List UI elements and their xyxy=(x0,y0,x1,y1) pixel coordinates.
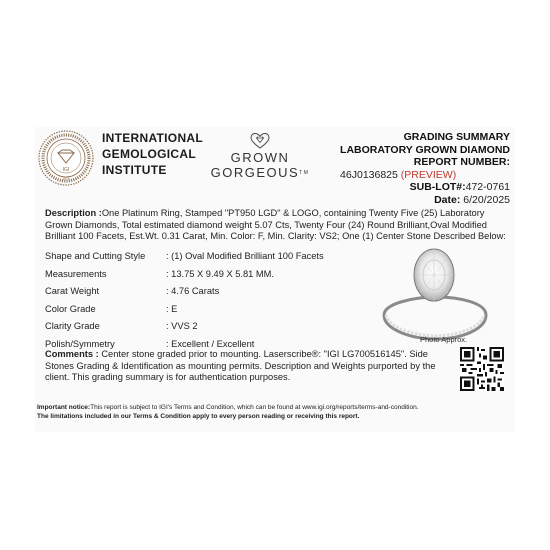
important-notice xyxy=(37,403,517,421)
summary-title-2: LABORATORY GROWN DIAMOND xyxy=(340,143,510,156)
comments-text: Center stone graded prior to mounting. Laserscribe®: "IGI LG700516145". Side Stones Grading & Identification as mounting permits. Description and Weights purported by the client. This grading summary is for authentication purposes. xyxy=(45,349,436,383)
date-row xyxy=(340,194,510,207)
specs-table xyxy=(45,251,355,356)
brand-logo xyxy=(210,132,310,180)
sublot-row xyxy=(340,181,510,194)
institute-line-1: INTERNATIONAL xyxy=(102,131,204,145)
description-label: Description : xyxy=(45,208,102,218)
description xyxy=(45,208,510,243)
notice-line-2: The limitations included in our Terms & Condition apply to every person reading or receiving this report. xyxy=(37,413,360,420)
spec-value: : E xyxy=(166,303,178,314)
heart-diamond-icon xyxy=(249,132,271,150)
date-value: 6/20/2025 xyxy=(463,193,510,206)
spec-value: : VVS 2 xyxy=(166,321,198,331)
report-number xyxy=(340,169,510,182)
spec-row xyxy=(45,251,355,269)
sublot-value: 472-0761 xyxy=(465,181,510,193)
brand-line-2-wrap xyxy=(210,166,310,180)
spec-row xyxy=(45,286,355,304)
spec-row xyxy=(45,304,355,322)
seal-text: IGI xyxy=(62,167,70,173)
spec-value: : 13.75 X 9.49 X 5.81 MM. xyxy=(166,268,275,279)
spec-key: Color Grade xyxy=(45,303,96,314)
notice-line-1-wrap xyxy=(37,403,517,412)
preview-badge: (PREVIEW) xyxy=(400,168,457,181)
igi-seal-icon xyxy=(38,130,94,186)
brand-tm: TM xyxy=(299,170,310,176)
description-text: One Platinum Ring, Stamped "PT950 LGD" & LOGO, containing Twenty Five (25) Laboratory Grown Diamonds, Total estimated diamond weight 5.07 Cts, Twenty Four (24) Round Brilliant,Oval Modified Brilliant 100 Facets, Est.Wt. 0.31 Carat, Min. Color: F, Min. Clarity: VS2; One (1) Center Stone Described Below: xyxy=(45,208,506,241)
qr-code-icon[interactable] xyxy=(460,347,504,391)
comments xyxy=(45,349,450,384)
brand-line-2: GORGEOUS xyxy=(210,165,300,180)
photo-caption: Photo Approx. xyxy=(420,335,468,344)
sublot-label: SUB-LOT#: xyxy=(409,181,466,193)
institute-name xyxy=(102,130,212,178)
spec-key: Measurements xyxy=(45,268,107,279)
date-label: Date: xyxy=(434,193,461,206)
spec-row xyxy=(45,269,355,287)
spec-key: Polish/Symmetry xyxy=(45,338,115,349)
ring-photo xyxy=(376,245,492,345)
spec-value: : (1) Oval Modified Brilliant 100 Facets xyxy=(166,251,324,261)
notice-label: Important notice: xyxy=(37,404,91,411)
spec-value: : Excellent / Excellent xyxy=(166,338,255,349)
institute-line-2: GEMOLOGICAL xyxy=(102,147,196,161)
seal-year: 1975 xyxy=(62,177,70,181)
grading-summary-header xyxy=(340,131,510,206)
spec-row xyxy=(45,321,355,339)
spec-key: Clarity Grade xyxy=(45,321,100,331)
report-number-value: 46J0136825 xyxy=(340,168,398,181)
spec-value: : 4.76 Carats xyxy=(166,286,220,296)
spec-key: Shape and Cutting Style xyxy=(45,251,146,261)
comments-label: Comments : xyxy=(45,349,99,359)
brand-line-1: GROWN xyxy=(230,150,290,165)
institute-line-3: INSTITUTE xyxy=(102,163,167,177)
spec-key: Carat Weight xyxy=(45,286,100,296)
report-number-label: REPORT NUMBER: xyxy=(413,156,510,168)
summary-title-1: GRADING SUMMARY xyxy=(403,131,510,143)
notice-line-1: This report is subject to IGI's Terms and Condition, which can be found at www.igi.org/reports/terms-and-condition. xyxy=(90,404,419,411)
